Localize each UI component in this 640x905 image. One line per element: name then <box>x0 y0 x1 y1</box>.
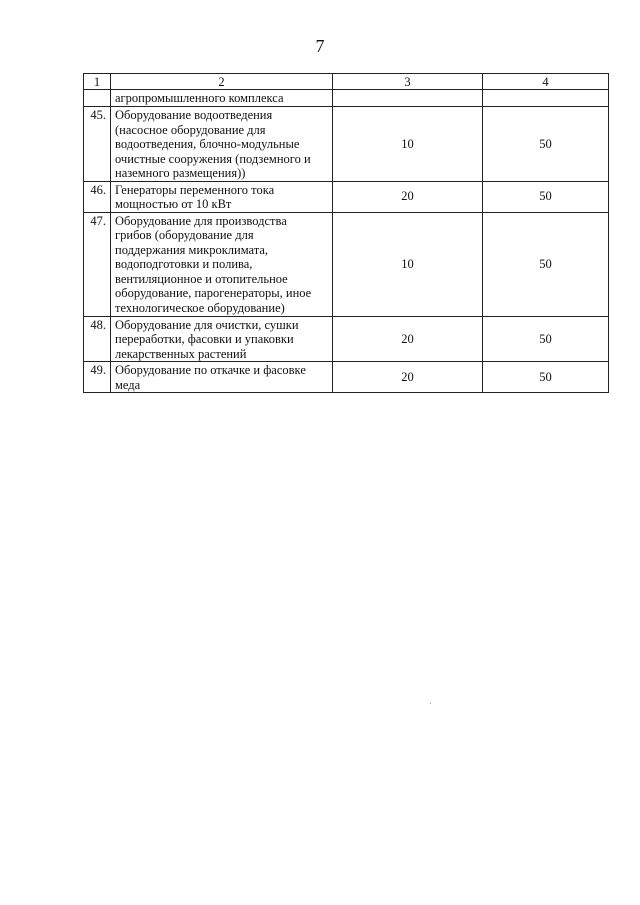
row-col4-cell: 50 <box>483 362 609 393</box>
row-col3-cell: 10 <box>333 212 483 316</box>
name-line: лекарственных растений <box>115 346 247 361</box>
table-row <box>84 107 609 182</box>
row-col4-cell: 50 <box>483 212 609 316</box>
name-line: очистные сооружения (подземного и <box>115 151 311 166</box>
row-col4-cell: 50 <box>483 181 609 212</box>
row-col4-cell: 50 <box>483 107 609 182</box>
name-line: наземного размещения)) <box>115 166 246 180</box>
row-name-cell <box>111 181 333 212</box>
table-body <box>84 107 609 393</box>
header-cell-4: 4 <box>483 74 609 90</box>
row-number-cell: 49. <box>84 362 111 393</box>
name-line: меда <box>115 377 141 392</box>
row-name-cell <box>111 362 333 393</box>
name-line: оборудование, парогенераторы, иное <box>115 286 312 300</box>
name-line: Оборудование по откачке и фасовке <box>115 363 306 377</box>
row-number-cell: 47. <box>84 212 111 316</box>
header-cell-3: 3 <box>333 74 483 90</box>
name-line: вентиляционное и отопительное <box>115 271 288 286</box>
page-number: 7 <box>315 36 325 56</box>
row-number-cell: 45. <box>84 107 111 182</box>
name-line: водоотведения, блочно-модульные <box>115 137 300 151</box>
name-line: водоподготовки и полива, <box>115 257 253 271</box>
name-line: (насосное оборудование для <box>115 122 266 137</box>
row-name-cell <box>111 316 333 362</box>
name-line: Генераторы переменного тока <box>115 182 275 197</box>
row-col3-cell: 20 <box>333 316 483 362</box>
table-row <box>84 316 609 362</box>
name-line: Оборудование для очистки, сушки <box>115 317 299 332</box>
row-col3-cell: 20 <box>333 362 483 393</box>
row-name-cell <box>111 212 333 316</box>
name-line: Оборудование водоотведения <box>115 108 273 122</box>
name-line: мощностью от 10 кВт <box>115 197 232 211</box>
equipment-table <box>83 73 609 393</box>
row-col3-cell: 20 <box>333 181 483 212</box>
table-header-row <box>84 74 609 90</box>
scan-speck <box>430 703 431 704</box>
name-line: грибов (оборудование для <box>115 228 254 242</box>
name-line: технологическое оборудование) <box>115 300 285 315</box>
row-col4-cell: 50 <box>483 316 609 362</box>
row-number-cell: 46. <box>84 181 111 212</box>
row-col3-cell: 10 <box>333 107 483 182</box>
name-line: поддержания микроклимата, <box>115 242 269 257</box>
continuation-num-cell <box>84 90 111 107</box>
continuation-col4-cell <box>483 90 609 107</box>
name-line: переработки, фасовки и упаковки <box>115 332 294 346</box>
row-name-cell <box>111 107 333 182</box>
row-number-cell: 48. <box>84 316 111 362</box>
table-row <box>84 362 609 393</box>
continuation-row <box>84 90 609 107</box>
header-cell-1: 1 <box>84 74 111 90</box>
name-line: Оборудование для производства <box>115 213 287 228</box>
header-cell-2: 2 <box>111 74 333 90</box>
table-row <box>84 212 609 316</box>
table-row <box>84 181 609 212</box>
continuation-name-cell <box>111 90 333 107</box>
continuation-col3-cell <box>333 90 483 107</box>
name-line: агропромышленного комплекса <box>115 91 284 105</box>
